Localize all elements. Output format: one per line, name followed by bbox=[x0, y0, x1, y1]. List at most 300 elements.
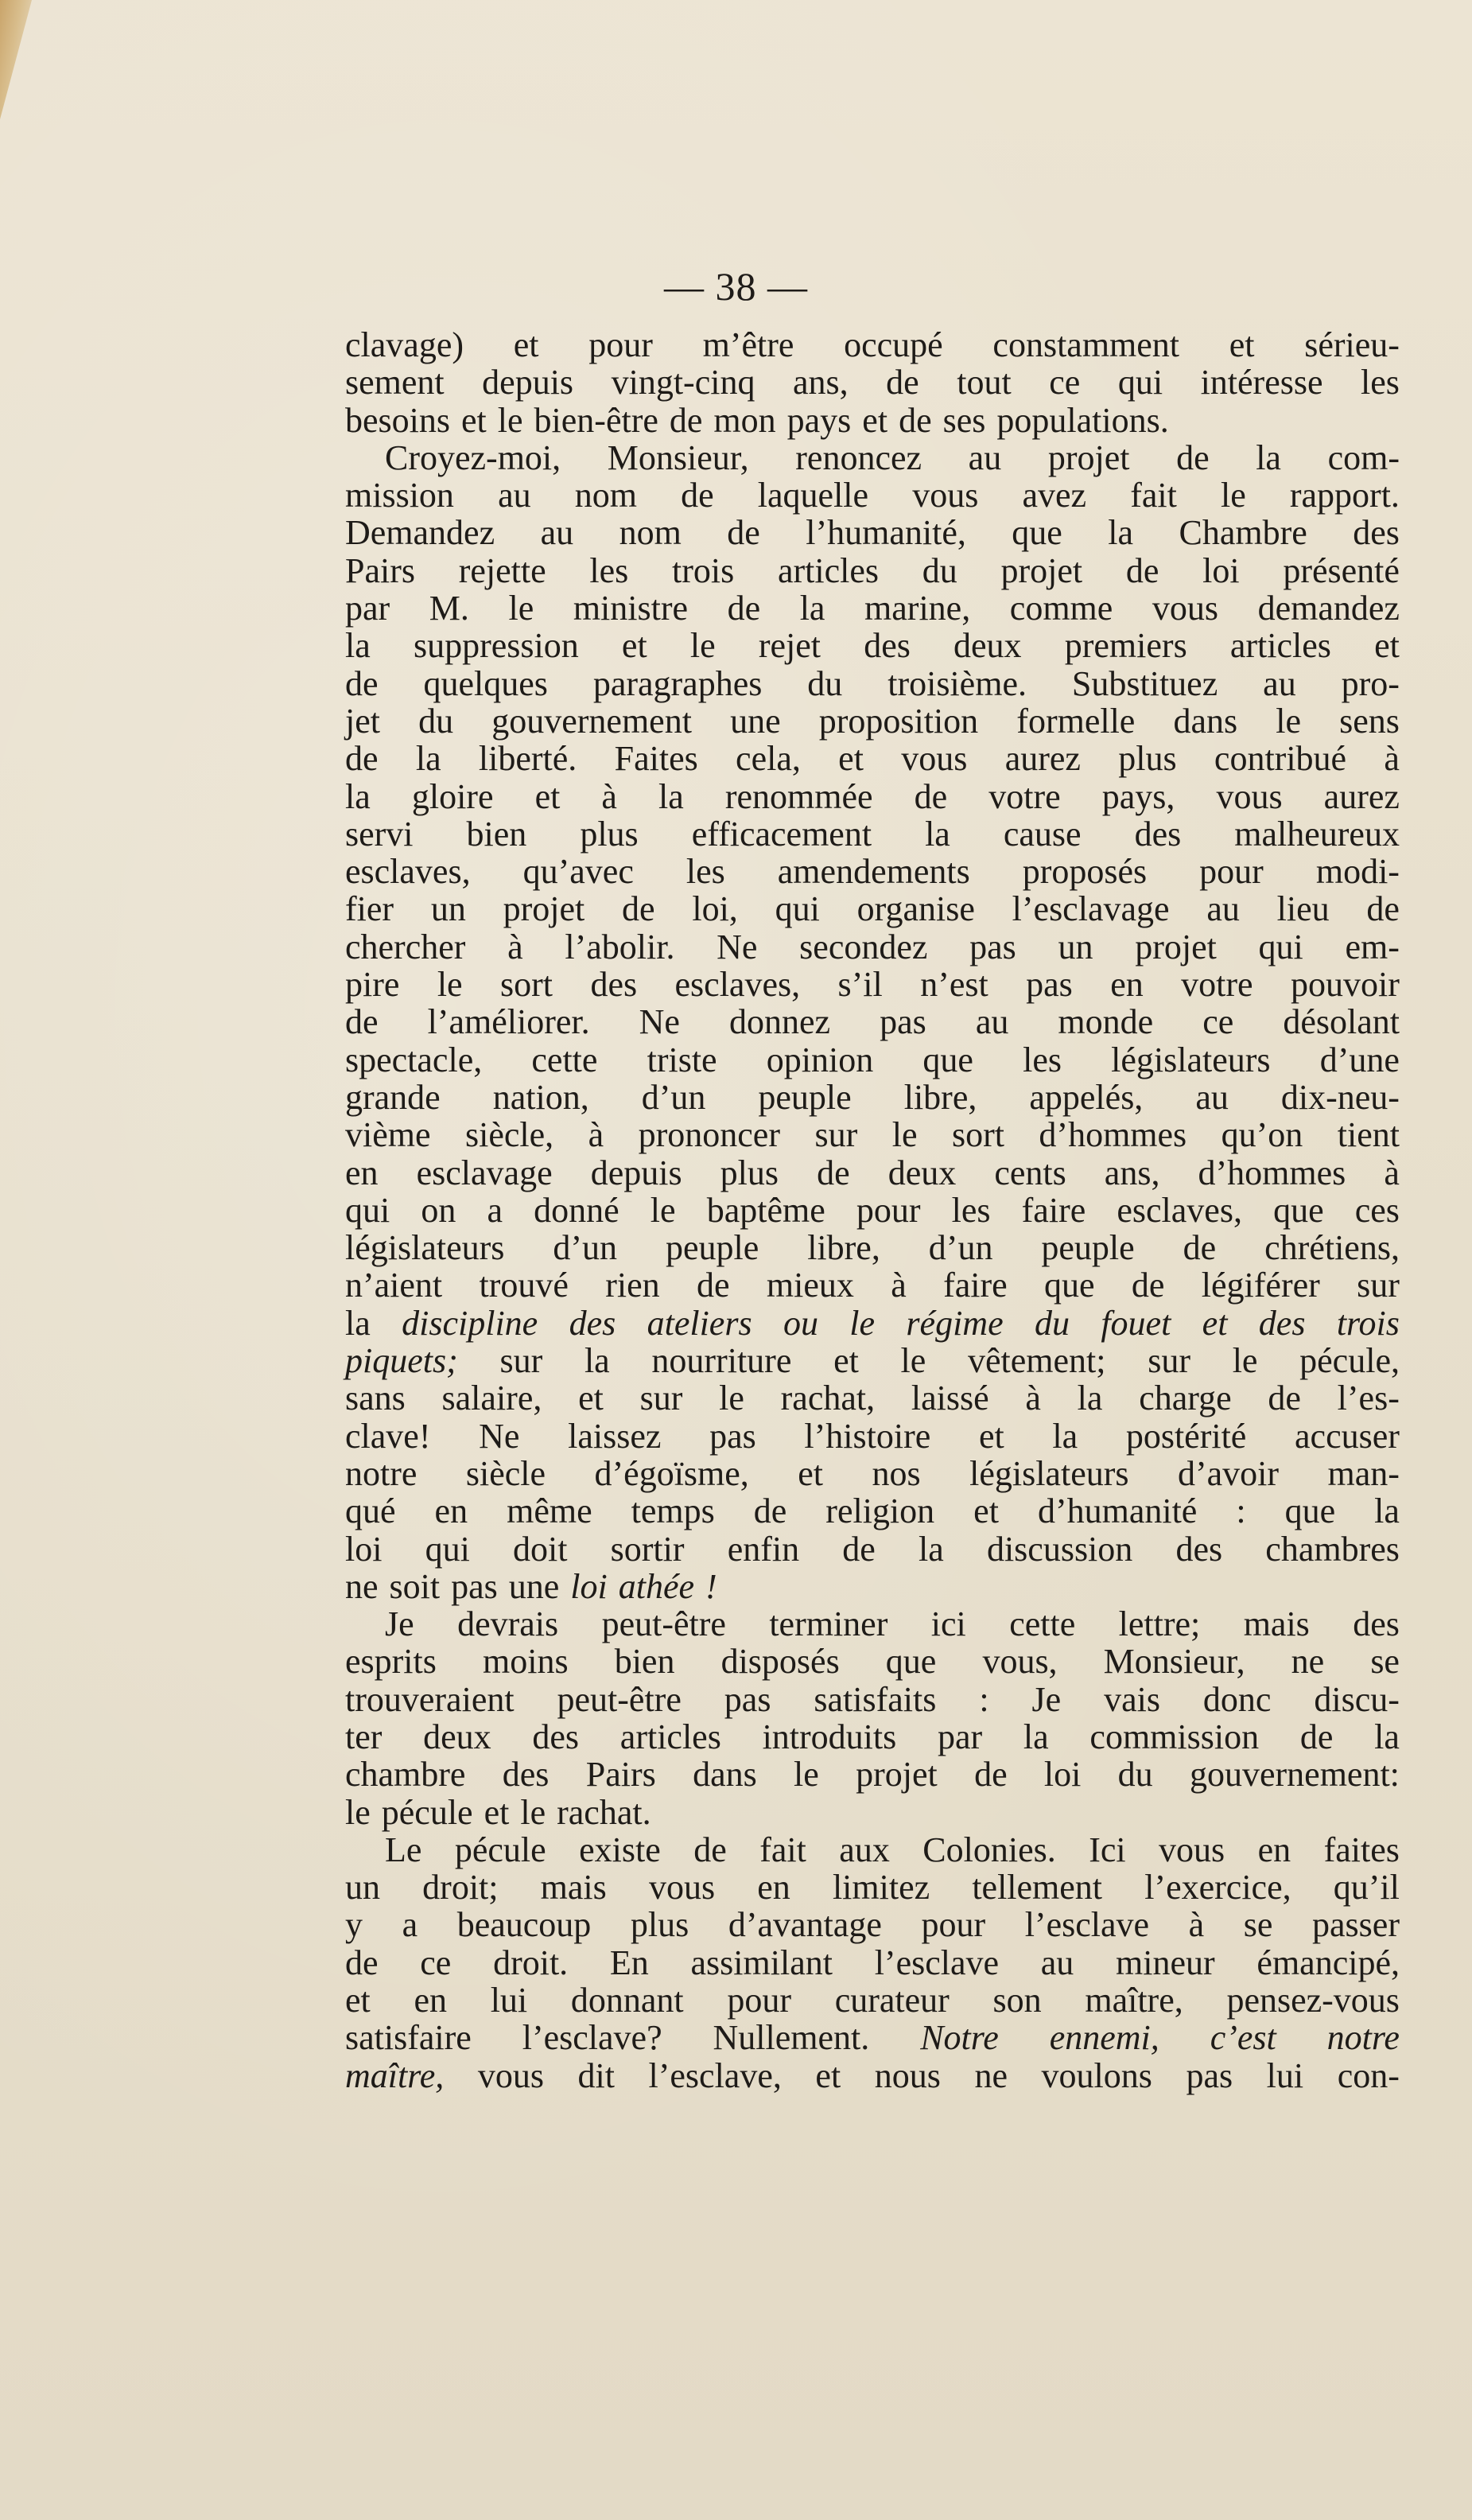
word: le bbox=[1276, 701, 1302, 741]
word: loi bbox=[1202, 550, 1240, 590]
word: la bbox=[1256, 438, 1281, 477]
word: peuple bbox=[665, 1228, 759, 1268]
word: la bbox=[799, 589, 825, 628]
word: qu’avec bbox=[522, 852, 634, 892]
word: et bbox=[833, 1341, 859, 1381]
word: de bbox=[753, 1491, 787, 1531]
word: postérité bbox=[1125, 1416, 1247, 1456]
word: sement bbox=[345, 363, 445, 402]
word: formelle bbox=[1016, 701, 1136, 741]
word: des bbox=[864, 626, 911, 666]
word: au bbox=[498, 476, 531, 515]
text-line bbox=[345, 476, 1400, 514]
word: que bbox=[922, 1040, 973, 1079]
word: Croyez-moi, bbox=[385, 438, 561, 477]
word: d’un bbox=[928, 1228, 993, 1268]
word: des bbox=[590, 965, 638, 1005]
word: au bbox=[968, 438, 1002, 477]
text-line bbox=[345, 1981, 1400, 2019]
word: curateur bbox=[834, 1981, 950, 2020]
word: chambre bbox=[345, 1755, 466, 1795]
word: esclaves, bbox=[345, 852, 471, 892]
word: troisième. bbox=[887, 663, 1027, 703]
text-line bbox=[345, 853, 1400, 890]
word: et bbox=[578, 1379, 604, 1418]
word: ans, bbox=[1104, 1153, 1160, 1192]
word: présenté bbox=[1283, 550, 1400, 590]
word: religion bbox=[825, 1491, 935, 1531]
word: se bbox=[1370, 1642, 1400, 1682]
word: Nullement. bbox=[713, 2018, 870, 2058]
word: cela, bbox=[736, 739, 801, 779]
word: la bbox=[658, 776, 684, 816]
word: vous bbox=[901, 739, 968, 779]
word: projet bbox=[1135, 927, 1217, 966]
word: qui bbox=[425, 1529, 470, 1569]
word: l’es- bbox=[1337, 1379, 1400, 1418]
word: sans bbox=[345, 1379, 406, 1418]
word: depuis bbox=[590, 1153, 682, 1192]
word: comme bbox=[1009, 589, 1113, 628]
word: fait bbox=[759, 1830, 806, 1869]
word: temps bbox=[631, 1491, 715, 1531]
word: n’aient bbox=[345, 1266, 443, 1305]
text-line bbox=[345, 552, 1400, 589]
word: deux bbox=[887, 1153, 957, 1192]
italic-word: loi bbox=[570, 1566, 608, 1606]
word: la bbox=[345, 1303, 371, 1343]
word: rapport. bbox=[1289, 476, 1400, 515]
word: d’égoïsme, bbox=[594, 1453, 749, 1493]
word: marine, bbox=[864, 589, 971, 628]
word: siècle, bbox=[464, 1115, 554, 1155]
word: liberté. bbox=[478, 739, 577, 779]
word: deux bbox=[953, 626, 1022, 666]
word: Substituez bbox=[1071, 663, 1218, 703]
word: d’hommes bbox=[1198, 1153, 1346, 1192]
page-corner-fold bbox=[0, 0, 32, 119]
word: clavage) bbox=[345, 325, 464, 364]
italic-word: maître, bbox=[345, 2055, 445, 2095]
word: les bbox=[686, 852, 725, 892]
word: l’exercice, bbox=[1144, 1868, 1291, 1908]
word: la bbox=[1023, 1717, 1049, 1756]
word: sort bbox=[951, 1115, 1004, 1155]
word: par bbox=[938, 1717, 983, 1756]
word: dix-neu- bbox=[1280, 1077, 1400, 1117]
word: modi- bbox=[1315, 852, 1400, 892]
word: cause bbox=[1003, 814, 1082, 854]
word: qu’il bbox=[1333, 1868, 1400, 1908]
word: des bbox=[532, 1717, 580, 1756]
word: efficacement bbox=[691, 814, 872, 854]
word: dans bbox=[693, 1755, 757, 1795]
text-line bbox=[345, 1681, 1400, 1718]
word: faire bbox=[943, 1266, 1008, 1305]
word: rien bbox=[605, 1266, 660, 1305]
word: pas bbox=[724, 1679, 771, 1719]
word: bien bbox=[466, 814, 527, 854]
word: de bbox=[974, 1755, 1008, 1795]
word: au bbox=[975, 1002, 1009, 1042]
word: projet bbox=[1000, 550, 1083, 590]
word: ce bbox=[1049, 363, 1081, 402]
word: nom bbox=[619, 513, 682, 553]
word: voulons bbox=[1041, 2055, 1152, 2095]
word: sur bbox=[1357, 1266, 1400, 1305]
word: deux bbox=[423, 1717, 491, 1756]
word: donc bbox=[1202, 1679, 1272, 1719]
word: la bbox=[1052, 1416, 1078, 1456]
word: le bbox=[508, 589, 534, 628]
word: jet bbox=[345, 701, 380, 741]
word: en bbox=[1110, 965, 1144, 1005]
word: législateurs bbox=[345, 1228, 505, 1268]
word: Demandez bbox=[345, 513, 495, 553]
word: rejette bbox=[458, 550, 546, 590]
text-line bbox=[345, 1944, 1400, 1981]
word: proposés bbox=[1022, 852, 1148, 892]
word: servi bbox=[345, 814, 414, 854]
word: de bbox=[1366, 889, 1400, 929]
text-line bbox=[345, 890, 1400, 928]
word: Colonies. bbox=[922, 1830, 1056, 1869]
text-line bbox=[345, 2019, 1400, 2056]
word: sur bbox=[1148, 1341, 1190, 1381]
word: un bbox=[1058, 927, 1093, 966]
word: de bbox=[899, 400, 932, 440]
word: et bbox=[978, 1416, 1004, 1456]
word: vous bbox=[912, 476, 979, 515]
word: le bbox=[794, 1755, 819, 1795]
word: de bbox=[345, 739, 379, 779]
italic-word: des bbox=[1258, 1303, 1306, 1343]
word: faire bbox=[1021, 1190, 1086, 1230]
word: soit bbox=[389, 1566, 441, 1606]
word: du bbox=[922, 550, 957, 590]
word: maître, bbox=[1085, 1981, 1183, 2020]
word: se bbox=[1243, 1905, 1273, 1945]
word: fier bbox=[345, 889, 394, 929]
word: monde bbox=[1058, 1002, 1154, 1042]
word: droit; bbox=[422, 1868, 499, 1908]
word: esclavage bbox=[416, 1153, 553, 1192]
word: la bbox=[345, 626, 371, 666]
word: mineur bbox=[1116, 1942, 1215, 1982]
word: malheureux bbox=[1234, 814, 1400, 854]
word: à bbox=[891, 1266, 907, 1305]
text-line bbox=[345, 815, 1400, 853]
word: ce bbox=[1202, 1002, 1234, 1042]
word: pécule bbox=[454, 1830, 546, 1869]
word: ne bbox=[345, 1566, 379, 1606]
text-line bbox=[345, 1116, 1400, 1153]
word: beaucoup bbox=[456, 1905, 592, 1945]
word: la bbox=[345, 776, 371, 816]
word: rejet bbox=[758, 626, 821, 666]
italic-word: ennemi, bbox=[1049, 2018, 1159, 2058]
word: discussion bbox=[986, 1529, 1133, 1569]
word: vous bbox=[477, 2055, 544, 2095]
word: pas bbox=[451, 1566, 498, 1606]
word: lettre; bbox=[1118, 1604, 1201, 1644]
word: le bbox=[650, 1190, 676, 1230]
word: droit. bbox=[493, 1942, 569, 1982]
word: quelques bbox=[423, 663, 548, 703]
word: d’humanité bbox=[1037, 1491, 1198, 1531]
word: plus bbox=[580, 814, 639, 854]
word: vingt-cinq bbox=[611, 363, 755, 402]
word: projet bbox=[503, 889, 585, 929]
word: et bbox=[1374, 626, 1400, 666]
word: le bbox=[437, 965, 463, 1005]
word: peut-être bbox=[601, 1604, 726, 1644]
italic-word: Notre bbox=[920, 2018, 999, 2058]
word: organise bbox=[856, 889, 975, 929]
italic-word: ou bbox=[783, 1303, 818, 1343]
word: Faites bbox=[614, 739, 698, 779]
word: Monsieur, bbox=[1103, 1642, 1245, 1682]
word: des bbox=[502, 1755, 550, 1795]
word: avez bbox=[1022, 476, 1087, 515]
word: de bbox=[817, 1153, 850, 1192]
word: vième bbox=[345, 1115, 431, 1155]
word: assimilant bbox=[690, 1942, 833, 1982]
word: l’esclave bbox=[874, 1942, 1000, 1982]
word: une bbox=[508, 1566, 560, 1606]
word: de bbox=[1131, 1266, 1165, 1305]
word: loi bbox=[1043, 1755, 1082, 1795]
word: vous bbox=[648, 1868, 716, 1908]
word: et bbox=[345, 1981, 371, 2020]
word: désolant bbox=[1283, 1002, 1400, 1042]
word: peuple bbox=[1041, 1228, 1135, 1268]
italic-word: c’est bbox=[1210, 2018, 1276, 2058]
word: rachat, bbox=[780, 1379, 876, 1418]
word: esclaves, bbox=[1117, 1190, 1242, 1230]
word: appelés, bbox=[1029, 1077, 1144, 1117]
word: d’un bbox=[553, 1228, 617, 1268]
word: fait bbox=[1130, 476, 1177, 515]
word: l’esclave? bbox=[522, 2018, 662, 2058]
word: à bbox=[601, 776, 617, 816]
word: Je bbox=[385, 1604, 414, 1644]
word: cette bbox=[531, 1040, 598, 1079]
italic-word: et bbox=[1202, 1303, 1228, 1343]
word: qui bbox=[345, 1190, 390, 1230]
word: occupé bbox=[844, 325, 943, 364]
word: l’esclave, bbox=[648, 2055, 782, 2095]
word: ce bbox=[420, 1942, 452, 1982]
word: ter bbox=[345, 1717, 383, 1756]
text-line bbox=[345, 514, 1400, 551]
word: limitez bbox=[832, 1868, 930, 1908]
word: donnez bbox=[729, 1002, 831, 1042]
italic-word: régime bbox=[906, 1303, 1004, 1343]
word: com- bbox=[1327, 438, 1400, 477]
word: des bbox=[1175, 1529, 1223, 1569]
word: lieu bbox=[1276, 889, 1330, 929]
word: : bbox=[1236, 1491, 1246, 1531]
word: a bbox=[487, 1190, 503, 1230]
word: gouvernement: bbox=[1189, 1755, 1400, 1795]
word: clave! bbox=[345, 1416, 431, 1456]
word: le bbox=[900, 1341, 926, 1381]
word: notre bbox=[345, 1453, 418, 1493]
word: ministre bbox=[573, 589, 689, 628]
word: sur bbox=[499, 1341, 543, 1381]
word: rachat. bbox=[557, 1792, 651, 1832]
text-line bbox=[345, 1643, 1400, 1680]
text-line bbox=[345, 1831, 1400, 1869]
word: premiers bbox=[1064, 626, 1187, 666]
word: Ne bbox=[717, 927, 758, 966]
word: pour bbox=[588, 325, 653, 364]
word: au bbox=[1206, 889, 1240, 929]
word: aurez bbox=[1323, 776, 1400, 816]
word: des bbox=[1134, 814, 1182, 854]
word: Ne bbox=[639, 1002, 680, 1042]
word: un bbox=[430, 889, 466, 929]
word: plus bbox=[720, 1153, 779, 1192]
word: projet bbox=[856, 1755, 938, 1795]
word: d’un bbox=[641, 1077, 706, 1117]
word: l’abolir. bbox=[565, 927, 675, 966]
word: mais bbox=[1243, 1604, 1310, 1644]
text-line bbox=[345, 1530, 1400, 1568]
word: ne bbox=[1291, 1642, 1325, 1682]
word: et bbox=[973, 1491, 999, 1531]
word: et bbox=[484, 1792, 510, 1832]
word: Ici bbox=[1089, 1830, 1126, 1869]
word: pour bbox=[921, 1905, 986, 1945]
word: gouvernement bbox=[491, 701, 692, 741]
word: de bbox=[842, 1529, 876, 1569]
word: mon bbox=[713, 400, 776, 440]
word: vais bbox=[1104, 1679, 1160, 1719]
word: chrétiens, bbox=[1264, 1228, 1400, 1268]
word: y bbox=[345, 1905, 363, 1945]
text-line bbox=[345, 627, 1400, 664]
italic-word: des bbox=[569, 1303, 616, 1343]
word: triste bbox=[647, 1040, 717, 1079]
text-line bbox=[345, 1229, 1400, 1266]
word: intéresse bbox=[1200, 363, 1323, 402]
body-text bbox=[345, 326, 1400, 2094]
word: chercher bbox=[345, 927, 466, 966]
word: un bbox=[345, 1868, 380, 1908]
word: l’esclave bbox=[1024, 1905, 1150, 1945]
word: l’histoire bbox=[804, 1416, 931, 1456]
word: par bbox=[345, 589, 390, 628]
word: con- bbox=[1337, 2055, 1400, 2095]
word: à bbox=[1384, 1153, 1400, 1192]
word: depuis bbox=[482, 363, 574, 402]
text-line bbox=[345, 1154, 1400, 1192]
word: pas bbox=[1026, 965, 1073, 1005]
word: pas bbox=[880, 1002, 926, 1042]
italic-word: notre bbox=[1326, 2018, 1400, 2058]
word: loi, bbox=[692, 889, 738, 929]
text-line bbox=[345, 702, 1400, 740]
word: d’avantage bbox=[728, 1905, 882, 1945]
word: émancipé, bbox=[1256, 1942, 1400, 1982]
page-number: — 38 — bbox=[664, 264, 808, 309]
word: s’il bbox=[837, 965, 883, 1005]
word: pays, bbox=[1101, 776, 1175, 816]
word: au bbox=[1195, 1077, 1229, 1117]
word: moins bbox=[483, 1642, 569, 1682]
word: du bbox=[807, 663, 843, 703]
word: à bbox=[588, 1115, 604, 1155]
word: : bbox=[979, 1679, 989, 1719]
word: existe bbox=[579, 1830, 661, 1869]
word: de bbox=[345, 1002, 379, 1042]
word: bien bbox=[614, 1642, 675, 1682]
word: trouvé bbox=[479, 1266, 569, 1305]
word: et bbox=[513, 325, 539, 364]
text-line bbox=[345, 589, 1400, 627]
word: mais bbox=[540, 1868, 607, 1908]
word: commission bbox=[1089, 1717, 1260, 1756]
text-line bbox=[345, 966, 1400, 1003]
word: em- bbox=[1345, 927, 1400, 966]
word: ses bbox=[942, 400, 986, 440]
word: une bbox=[730, 701, 781, 741]
word: M. bbox=[429, 589, 469, 628]
word: de bbox=[727, 589, 761, 628]
word: tellement bbox=[972, 1868, 1103, 1908]
italic-word: discipline bbox=[402, 1303, 538, 1343]
italic-word: fouet bbox=[1101, 1303, 1171, 1343]
word: dit bbox=[577, 2055, 615, 2095]
word: la bbox=[1374, 1717, 1400, 1756]
word: de bbox=[693, 1830, 727, 1869]
word: d’hommes bbox=[1039, 1115, 1187, 1155]
word: tient bbox=[1337, 1115, 1400, 1155]
word: le bbox=[689, 626, 716, 666]
word: libre, bbox=[903, 1077, 977, 1117]
italic-word: trois bbox=[1336, 1303, 1400, 1343]
word: le bbox=[719, 1379, 744, 1418]
word: loi bbox=[345, 1529, 383, 1569]
word: lui bbox=[490, 1981, 528, 2020]
word: En bbox=[609, 1942, 649, 1982]
word: la bbox=[415, 739, 441, 779]
text-line bbox=[345, 1342, 1400, 1379]
word: prononcer bbox=[638, 1115, 780, 1155]
word: qui bbox=[775, 889, 820, 929]
word: vêtement; bbox=[968, 1341, 1106, 1381]
word: de bbox=[1176, 438, 1210, 477]
word: les bbox=[1023, 1040, 1062, 1079]
word: des bbox=[1353, 1604, 1400, 1644]
italic-word: ! bbox=[705, 1566, 717, 1606]
word: que bbox=[1012, 513, 1062, 553]
word: au bbox=[540, 513, 574, 553]
text-line bbox=[345, 439, 1400, 476]
word: renommée bbox=[724, 776, 873, 816]
word: articles bbox=[619, 1717, 721, 1756]
word: qué bbox=[345, 1491, 396, 1531]
word: salaire, bbox=[441, 1379, 542, 1418]
word: faites bbox=[1323, 1830, 1400, 1869]
word: du bbox=[1117, 1755, 1153, 1795]
word: la bbox=[584, 1341, 610, 1381]
word: siècle bbox=[465, 1453, 546, 1493]
word: en bbox=[414, 1981, 447, 2020]
word: que bbox=[1273, 1190, 1324, 1230]
